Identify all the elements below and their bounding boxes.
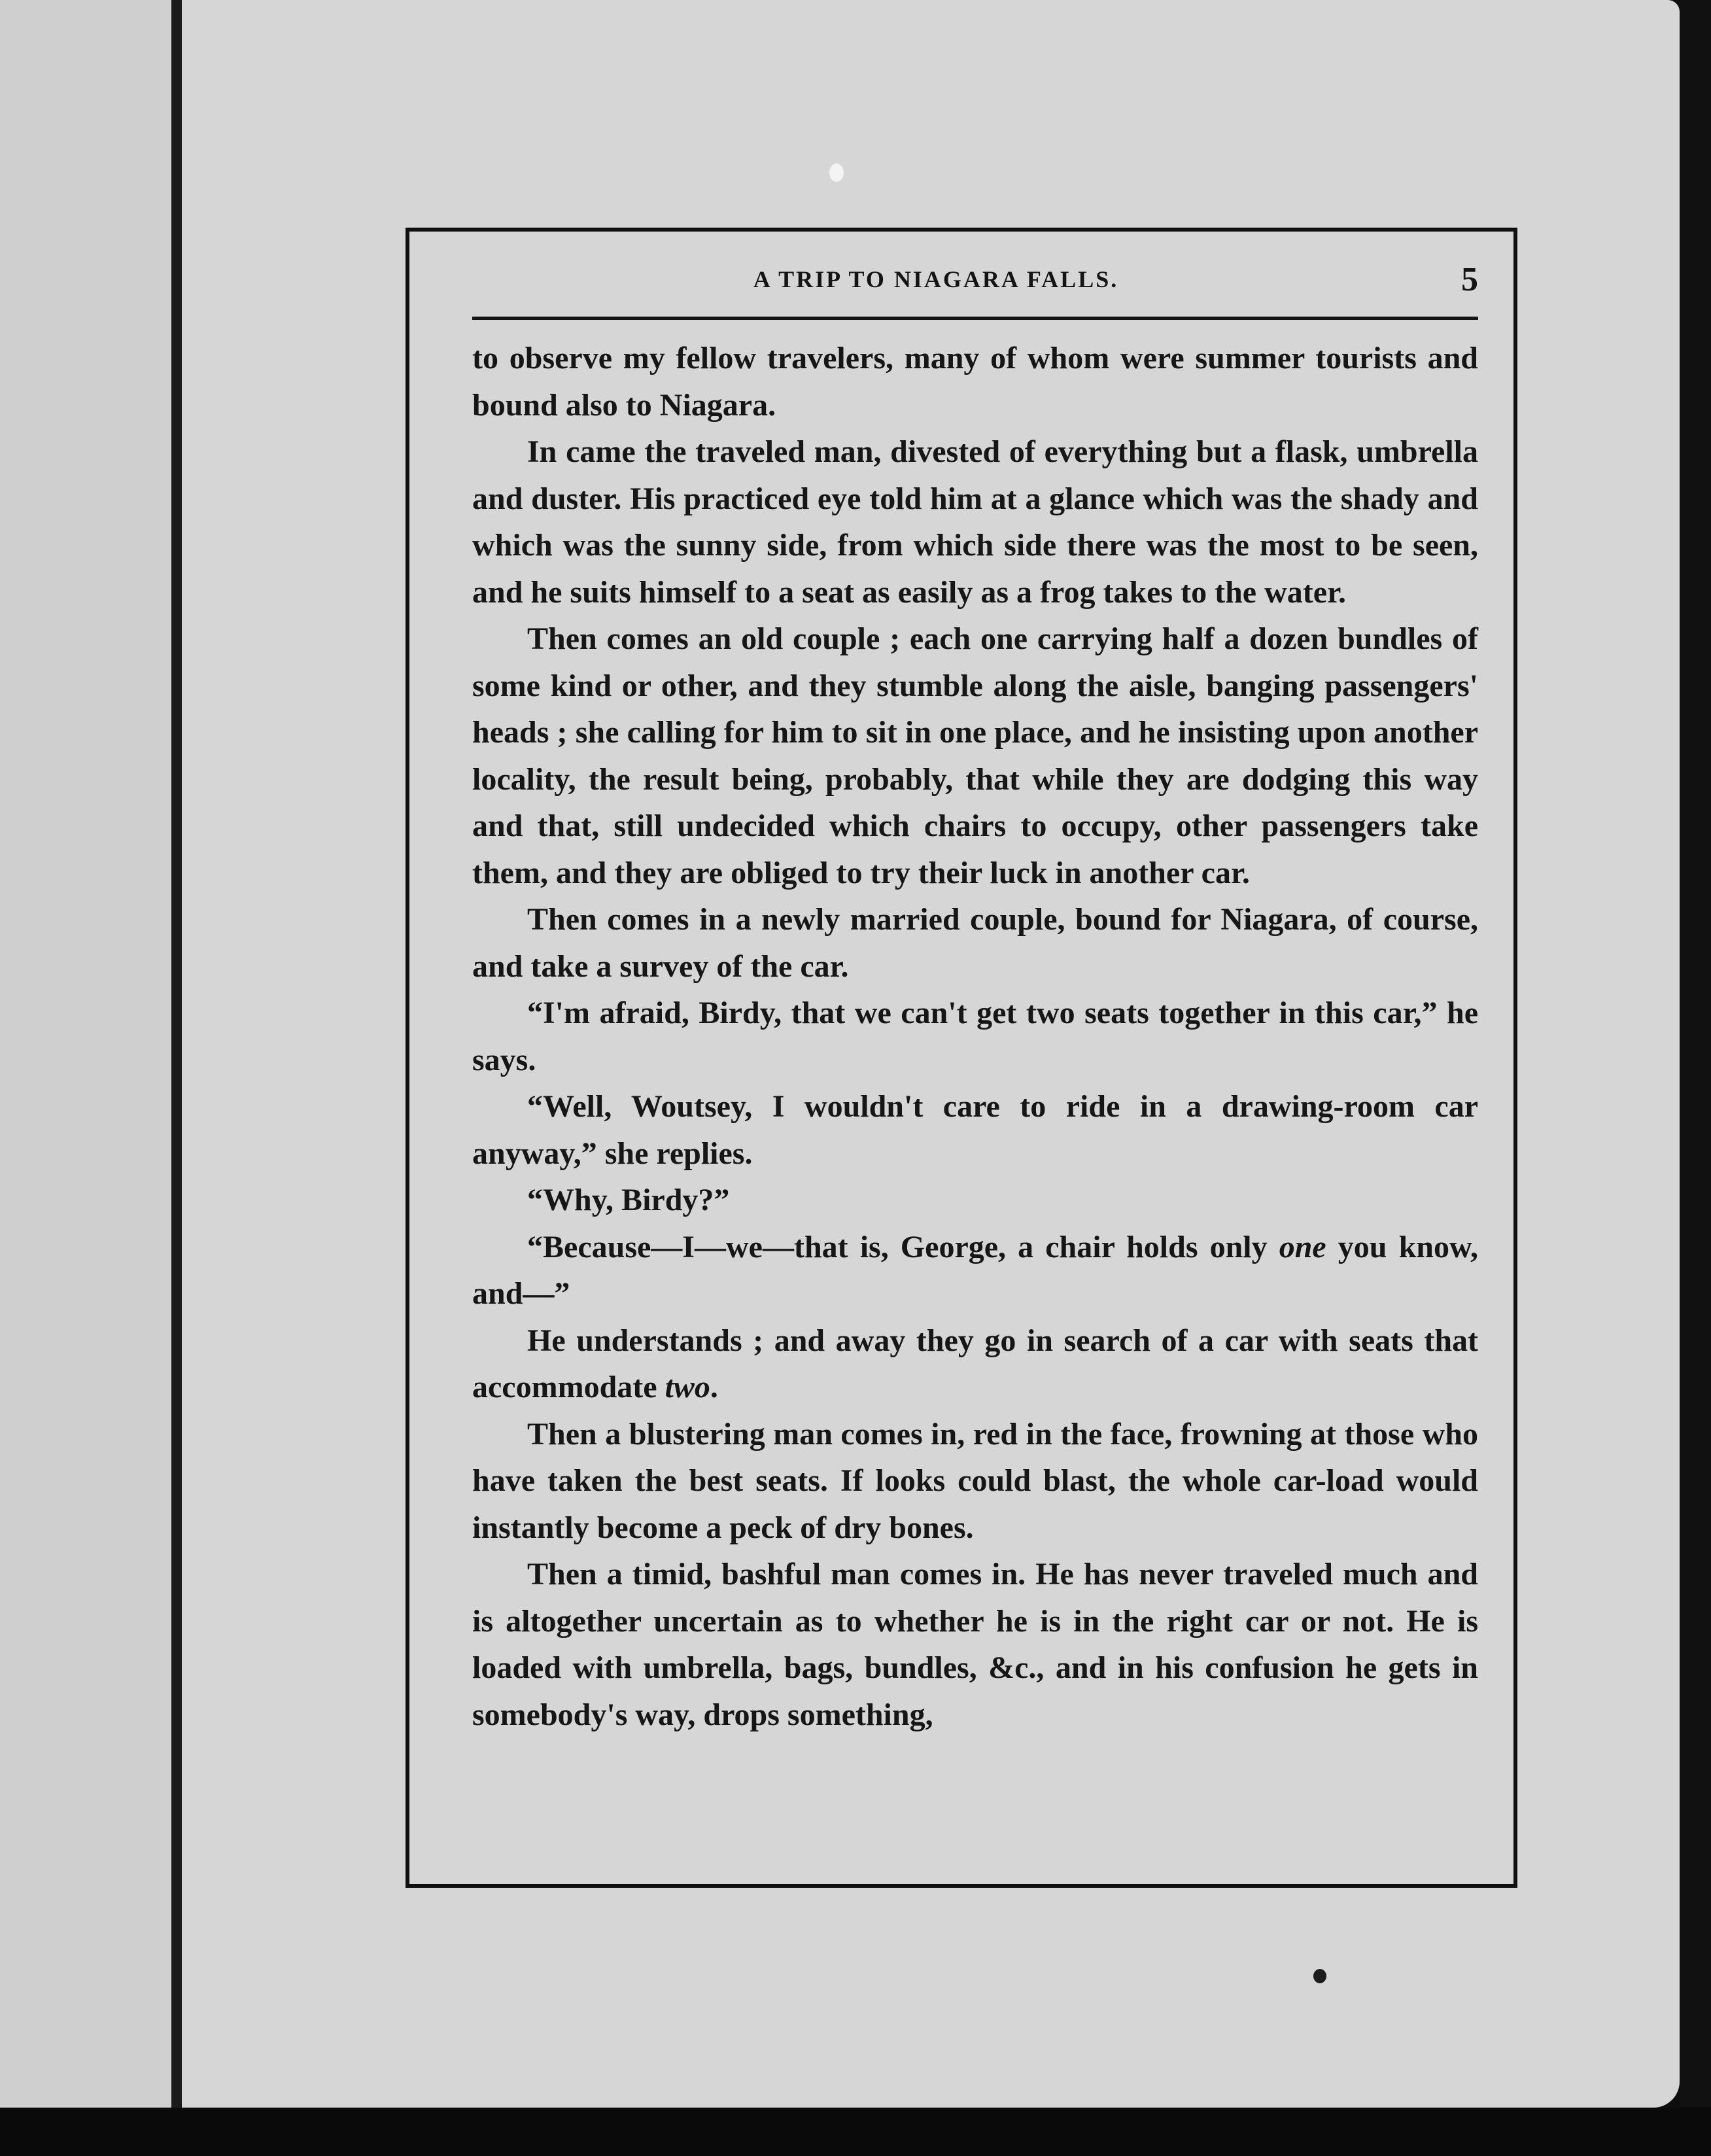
- paragraph: Then comes an old couple ; each one carrying half a dozen bundles of some kind or other, and they stumble along the aisle, banging passengers' heads ; she calling for him to sit in one place, and he insisting upon another locality, the result being, probably, that while they are dodging this way and that, still undecided which chairs to occupy, other passengers take them, and they are obliged to try their luck in another car.: [472, 621, 1478, 890]
- paragraph: [472, 1224, 1478, 1317]
- paragraph: Then a blustering man comes in, red in the face, frowning at those who have taken the best seats. If looks could blast, the whole car-load would instantly become a peck of dry bones.: [472, 1416, 1478, 1545]
- paragraph: [472, 1317, 1478, 1411]
- facing-page-left: [0, 0, 175, 2108]
- book-gutter: [171, 0, 182, 2108]
- emphasis: one: [1279, 1229, 1326, 1264]
- paragraph: “Well, Woutsey, I wouldn't care to ride in a drawing-room car anyway,” she replies.: [472, 1089, 1478, 1171]
- running-head: [472, 260, 1478, 300]
- paragraph-text: you know, and—”: [472, 1229, 1478, 1311]
- running-title: A TRIP TO NIAGARA FALLS.: [753, 266, 1119, 292]
- header-rule: [472, 317, 1478, 320]
- paragraph: “Why, Birdy?”: [527, 1183, 730, 1217]
- scan-border: [0, 2108, 1711, 2156]
- paragraph-text: .: [710, 1370, 718, 1404]
- body-text: [472, 335, 1478, 1738]
- text-frame: [406, 228, 1517, 1888]
- emphasis: two: [665, 1370, 710, 1404]
- paragraph: In came the traveled man, divested of everything but a flask, umbrella and duster. His practiced eye told him at a glance which was the shady and which was the sunny side, from which side there was the most to be seen, and he suits himself to a seat as easily as a frog takes to the water.: [472, 434, 1478, 610]
- paragraph: Then a timid, bashful man comes in. He has never traveled much and is altogether uncertain as to whether he is in the right car or not. He is loaded with umbrella, bags, bundles, &c., and in his confusion he gets in somebody's way, drops something,: [472, 1557, 1478, 1732]
- paragraph: Then comes in a newly married couple, bound for Niagara, of course, and take a survey of the car.: [472, 902, 1478, 984]
- paragraph-text: He understands ; and away they go in search of a car with seats that accommodate: [472, 1323, 1478, 1404]
- paragraph: “I'm afraid, Birdy, that we can't get two seats together in this car,” he says.: [472, 996, 1478, 1077]
- paragraph-text: “Because—I—we—that is, George, a chair holds only: [527, 1229, 1279, 1264]
- paragraph: to observe my fellow travelers, many of whom were summer tourists and bound also to Niagara.: [472, 341, 1478, 423]
- paper-speck: [1313, 1969, 1326, 1983]
- paper-speck: [829, 164, 844, 182]
- page-number: 5: [1461, 261, 1478, 298]
- page-edge-shadow: [1680, 0, 1711, 2108]
